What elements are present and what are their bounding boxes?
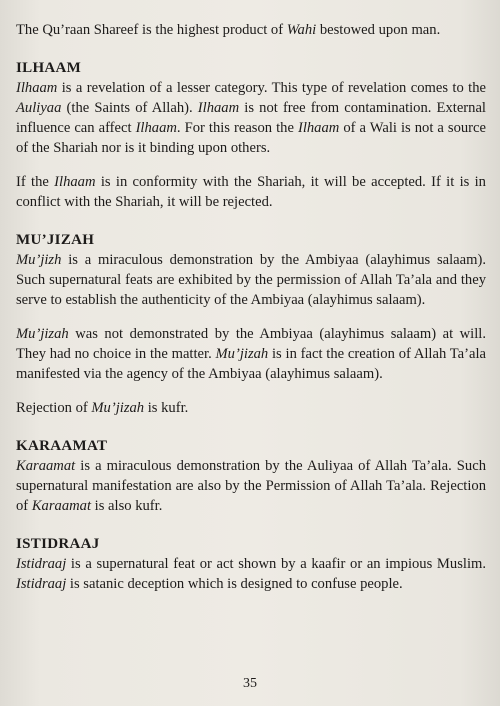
ilhaam-paragraph-1 xyxy=(16,78,486,158)
text-run: The Qu’raan Shareef is the highest product of xyxy=(16,22,287,38)
text-run: is a miraculous demonstration by the Auliyaa of Allah Ta’ala. Such supernatural manifestation are also by the Permission of Allah Ta’ala. Rejection of xyxy=(16,458,486,514)
text-run: is a revelation of a lesser category. This type of revelation comes to the xyxy=(57,80,486,96)
text-run: is satanic deception which is designed to confuse people. xyxy=(66,576,403,592)
text-run: (the Saints of Allah). xyxy=(61,100,198,116)
italic-term: Mu’jizah xyxy=(16,326,69,342)
text-run: Rejection of xyxy=(16,400,92,416)
intro-paragraph xyxy=(16,20,486,40)
section-heading-mujizah: MU’JIZAH xyxy=(16,232,95,248)
page-number: 35 xyxy=(243,676,257,691)
mujizah-paragraph-2 xyxy=(16,324,486,384)
text-run: is a miraculous demonstration by the Ambiyaa (alayhimus salaam). Such supernatural feats are exhibited by the permission of Allah Ta’ala and they serve to establish the authenticity of the Ambiyaa (alayhimus salaam). xyxy=(16,252,486,308)
text-run: is also kufr. xyxy=(91,498,163,514)
text-run: is in conformity with the Shariah, it will be accepted. If it is in conflict with the Shariah, it will be rejected. xyxy=(16,174,486,210)
italic-term: Ilhaam xyxy=(54,174,96,190)
mujizah-paragraph-1 xyxy=(16,250,486,310)
italic-term: Auliyaa xyxy=(16,100,62,116)
italic-term: Mu’jizah xyxy=(215,346,269,362)
italic-term: Wahi xyxy=(286,22,317,38)
italic-term: Karaamat xyxy=(16,458,76,474)
italic-term: Ilhaam xyxy=(16,80,58,96)
italic-term: Istidraaj xyxy=(16,556,67,572)
mujizah-paragraph-3 xyxy=(16,398,486,418)
italic-term: Mu’jizah xyxy=(91,400,145,416)
text-run: of a Wali is not a source of the Shariah nor is it binding upon others. xyxy=(16,120,486,156)
ilhaam-paragraph-2 xyxy=(16,172,486,212)
italic-term: Istidraaj xyxy=(16,576,67,592)
istidraaj-paragraph xyxy=(16,554,486,594)
italic-term: Ilhaam xyxy=(297,120,340,136)
italic-term: Mu’jizh xyxy=(16,252,62,268)
text-run: was not demonstrated by the Ambiyaa (alayhimus salaam) at will. They had no choice in the matter. xyxy=(16,326,486,362)
text-run: is in fact the creation of Allah Ta’ala manifested via the agency of the Ambiyaa (alayhimus salaam). xyxy=(16,346,487,382)
text-run: is a supernatural feat or act shown by a kaafir or an impious Muslim. xyxy=(66,556,486,572)
section-heading-karaamat: KARAAMAT xyxy=(16,438,108,454)
italic-term: Ilhaam xyxy=(135,120,177,136)
text-run: is not free from contamination. External influence can affect xyxy=(16,100,486,136)
karaamat-paragraph xyxy=(16,456,486,516)
text-run: bestowed upon man. xyxy=(316,22,441,38)
italic-term: Karaamat xyxy=(31,498,92,514)
text-run: is kufr. xyxy=(144,400,189,416)
section-heading-istidraaj: ISTIDRAAJ xyxy=(16,536,100,552)
section-heading-ilhaam: ILHAAM xyxy=(16,60,82,76)
italic-term: Ilhaam xyxy=(197,100,240,116)
text-run: If the xyxy=(16,174,55,190)
text-run: . For this reason the xyxy=(176,120,298,136)
